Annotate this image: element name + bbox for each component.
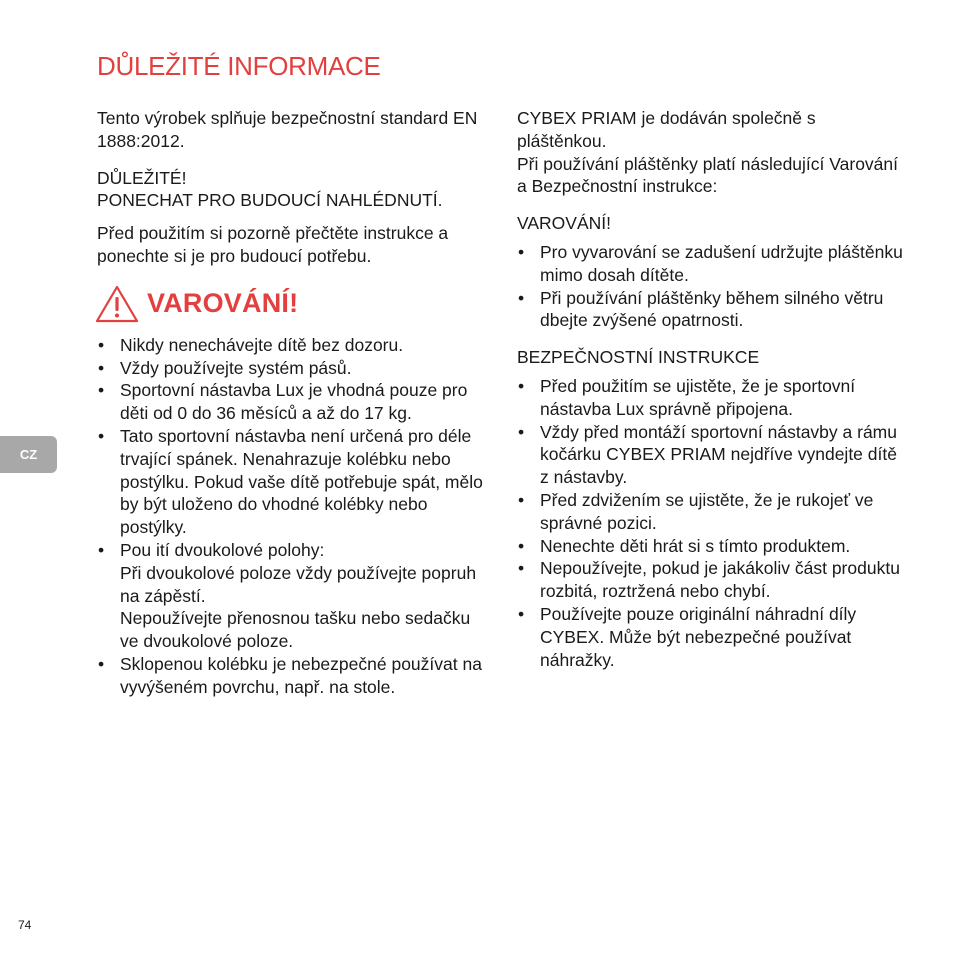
list-item: • Nikdy nenechávejte dítě bez dozoru. bbox=[97, 334, 492, 357]
list-item: • Nepoužívejte, pokud je jakákoliv část produktu rozbitá, roztržená nebo chybí. bbox=[517, 557, 907, 603]
right-column bbox=[517, 107, 907, 671]
two-wheel-strap: Při dvoukolové poloze vždy používejte popruh na zápěstí. bbox=[120, 562, 477, 606]
left-column bbox=[97, 107, 492, 699]
page-title: DŮLEŽITÉ INFORMACE bbox=[97, 51, 381, 81]
safety-list bbox=[517, 375, 907, 671]
warning-heading bbox=[97, 284, 492, 324]
list-item: • Pro vyvarování se zadušení udržujte pláštěnku mimo dosah dítěte. bbox=[517, 241, 907, 287]
raincover-paragraph: CYBEX PRIAM je dodáván společně s pláštěnkou. bbox=[517, 108, 816, 151]
list-item: • Vždy před montáží sportovní nástavby a rámu kočárku CYBEX PRIAM nejdříve vyndejte dítě z nástavby. bbox=[517, 421, 907, 489]
language-tab: CZ bbox=[0, 436, 57, 473]
raincover-warning-list bbox=[517, 241, 907, 332]
safety-heading: BEZPEČNOSTNÍ INSTRUKCE bbox=[517, 347, 760, 368]
standard-paragraph: Tento výrobek splňuje bezpečnostní standard EN 1888:2012. bbox=[97, 108, 478, 151]
two-wheel-bag: Nepoužívejte přenosnou tašku nebo sedačku ve dvoukolové poloze. bbox=[120, 608, 471, 652]
keep-for-reference: PONECHAT PRO BUDOUCÍ NAHLÉDNUTÍ. bbox=[97, 190, 443, 211]
list-item: • Při používání pláštěnky během silného větru dbejte zvýšené opatrnosti. bbox=[517, 287, 907, 333]
raincover-warning-heading: VAROVÁNÍ! bbox=[517, 213, 612, 234]
warning-list bbox=[97, 334, 492, 699]
list-item: • Před zdvižením se ujistěte, že je rukojeť ve správné pozici. bbox=[517, 489, 907, 535]
two-wheel-heading: • Pou ití dvoukolové polohy: bbox=[120, 539, 325, 560]
raincover-instructions-paragraph: Při používání pláštěnky platí následující Varování a Bezpečnostní instrukce: bbox=[517, 153, 899, 197]
list-item: • Tato sportovní nástavba není určená pro déle trvající spánek. Nenahrazuje kolébku nebo postýlku. Pokud vaše dítě potřebuje spát, mělo by být uloženo do vhodné kolébky nebo postýlky. bbox=[97, 425, 492, 539]
list-item: • Sportovní nástavba Lux je vhodná pouze pro děti od 0 do 36 měsíců a až do 17 kg. bbox=[97, 379, 492, 425]
list-item: • Nenechte děti hrát si s tímto produktem. bbox=[517, 535, 907, 558]
list-item: • Sklopenou kolébku je nebezpečné používat na vyvýšeném povrchu, např. na stole. bbox=[97, 653, 492, 699]
list-item: • Před použitím se ujistěte, že je sportovní nástavba Lux správně připojena. bbox=[517, 375, 907, 421]
read-instructions-paragraph: Před použitím si pozorně přečtěte instrukce a ponechte si je pro budoucí potřebu. bbox=[97, 223, 449, 266]
list-item: • Vždy používejte systém pásů. bbox=[97, 357, 492, 380]
list-item: • Používejte pouze originální náhradní díly CYBEX. Může být nebezpečné používat náhražky. bbox=[517, 603, 907, 671]
warning-title: VAROVÁNÍ! bbox=[147, 288, 299, 319]
important-label: DŮLEŽITÉ! bbox=[97, 167, 187, 188]
list-item bbox=[97, 539, 492, 653]
warning-triangle-icon bbox=[95, 285, 139, 323]
page-number: 74 bbox=[18, 918, 32, 932]
